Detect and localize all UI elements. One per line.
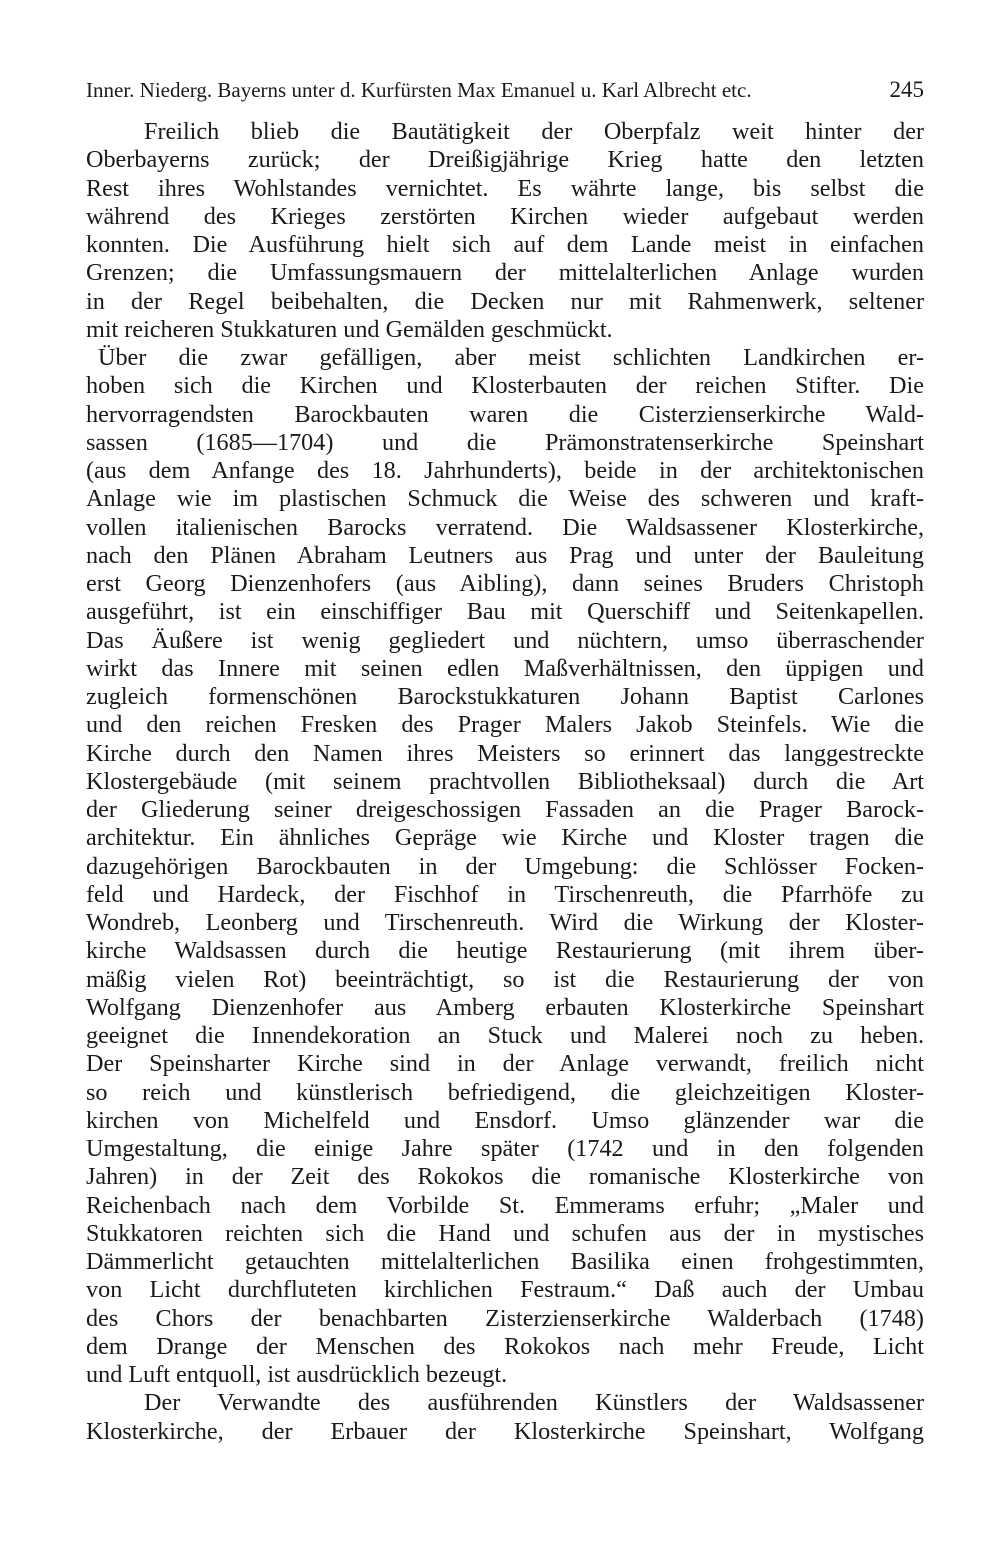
text-line: feld und Hardeck, der Fischhof in Tirschenreuth, die Pfarrhöfe zu xyxy=(86,880,924,908)
text-line: Wondreb, Leonberg und Tirschenreuth. Wird die Wirkung der Kloster- xyxy=(86,909,924,936)
text-line: Der Verwandte des ausführenden Künstlers der Waldsassener xyxy=(144,1389,924,1417)
text-line: Das Äußere ist wenig gegliedert und nüchtern, umso überraschender xyxy=(86,626,924,654)
text-line: des Chors der benachbarten Zisterzienserkirche Walderbach (1748) xyxy=(86,1304,924,1332)
text-line: und Luft entquoll, ist ausdrücklich bezeugt. xyxy=(86,1361,508,1388)
text-line: kirche Waldsassen durch die heutige Restaurierung (mit ihrem über- xyxy=(86,937,924,965)
text-line: Klosterkirche, der Erbauer der Klosterkirche Speinshart, Wolfgang xyxy=(86,1417,924,1445)
text-line: Reichenbach nach dem Vorbilde St. Emmerams erfuhr; „Maler und xyxy=(86,1191,924,1219)
text-line: Jahren) in der Zeit des Rokokos die romanische Klosterkirche von xyxy=(86,1163,924,1191)
text-line: der Gliederung seiner dreigeschossigen Fassaden an die Prager Barock- xyxy=(86,796,924,823)
text-line: von Licht durchfluteten kirchlichen Festraum.“ Daß auch der Umbau xyxy=(86,1276,924,1304)
paragraph-3 xyxy=(86,1389,924,1446)
text-line: Klostergebäude (mit seinem prachtvollen Bibliotheksaal) durch die Art xyxy=(86,767,924,795)
text-line: Umgestaltung, die einige Jahre später (1742 und in den folgenden xyxy=(86,1135,924,1162)
text-line: Der Speinsharter Kirche sind in der Anlage verwandt, freilich nicht xyxy=(86,1050,924,1078)
text-line: Oberbayerns zurück; der Dreißigjährige Krieg hatte den letzten xyxy=(86,146,924,174)
text-line: Freilich blieb die Bautätigkeit der Oberpfalz weit hinter der xyxy=(144,118,924,145)
text-line: Wolfgang Dienzenhofer aus Amberg erbauten Klosterkirche Speinshart xyxy=(86,993,924,1021)
text-line: Grenzen; die Umfassungsmauern der mittelalterlichen Anlage wurden xyxy=(86,259,924,287)
text-line: und den reichen Fresken des Prager Malers Jakob Steinfels. Wie die xyxy=(86,711,924,739)
text-line: ausgeführt, ist ein einschiffiger Bau mit Querschiff und Seitenkapellen. xyxy=(86,598,924,626)
body-text xyxy=(86,118,924,1446)
text-line: Rest ihres Wohlstandes vernichtet. Es währte lange, bis selbst die xyxy=(86,174,924,202)
text-line: kirchen von Michelfeld und Ensdorf. Umso glänzender war die xyxy=(86,1106,924,1134)
text-line: erst Georg Dienzenhofers (aus Aibling), dann seines Bruders Christoph xyxy=(86,570,924,597)
page-number: 245 xyxy=(889,77,924,102)
text-line: Dämmerlicht getauchten mittelalterlichen Basilika einen frohgestimmten, xyxy=(86,1248,924,1275)
text-line: wirkt das Innere mit seinen edlen Maßverhältnissen, den üppigen und xyxy=(86,654,924,682)
running-head xyxy=(86,70,924,110)
text-line: nach den Plänen Abraham Leutners aus Prag und unter der Bauleitung xyxy=(86,541,924,569)
text-line: vollen italienischen Barocks verratend. Die Waldsassener Klosterkirche, xyxy=(86,513,924,541)
text-line: zugleich formenschönen Barockstukkaturen Johann Baptist Carlones xyxy=(86,683,924,710)
running-title: Inner. Niederg. Bayerns unter d. Kurfürsten Max Emanuel u. Karl Albrecht etc. xyxy=(86,78,752,102)
text-line: konnten. Die Ausführung hielt sich auf dem Lande meist in einfachen xyxy=(86,231,924,258)
text-line: in der Regel beibehalten, die Decken nur mit Rahmenwerk, seltener xyxy=(86,287,924,315)
text-line: hoben sich die Kirchen und Klosterbauten der reichen Stifter. Die xyxy=(86,372,924,400)
text-line: dem Drange der Menschen des Rokokos nach mehr Freude, Licht xyxy=(86,1332,924,1360)
text-line: dazugehörigen Barockbauten in der Umgebung: die Schlösser Focken- xyxy=(86,852,924,880)
paragraph-1 xyxy=(86,118,924,344)
text-line: Stukkatoren reichten sich die Hand und schufen aus der in mystisches xyxy=(86,1219,924,1247)
text-line: mit reicheren Stukkaturen und Gemälden geschmückt. xyxy=(86,315,613,343)
text-line: Anlage wie im plastischen Schmuck die Weise des schweren und kraft- xyxy=(86,485,924,513)
text-line: so reich und künstlerisch befriedigend, die gleichzeitigen Kloster- xyxy=(86,1078,924,1106)
text-line: sassen (1685—1704) und die Prämonstratenserkirche Speinshart xyxy=(86,428,924,456)
text-line: geeignet die Innendekoration an Stuck und Malerei noch zu heben. xyxy=(86,1022,924,1049)
paragraph-2 xyxy=(86,344,924,1389)
book-page xyxy=(86,70,924,1446)
text-line: Über die zwar gefälligen, aber meist schlichten Landkirchen er- xyxy=(98,344,924,371)
text-line: mäßig vielen Rot) beeinträchtigt, so ist die Restaurierung der von xyxy=(86,965,924,993)
text-line: hervorragendsten Barockbauten waren die Cisterzienserkirche Wald- xyxy=(86,400,924,428)
text-line: während des Krieges zerstörten Kirchen wieder aufgebaut werden xyxy=(86,202,924,230)
text-line: (aus dem Anfange des 18. Jahrhunderts), beide in der architektonischen xyxy=(86,457,924,484)
text-line: architektur. Ein ähnliches Gepräge wie Kirche und Kloster tragen die xyxy=(86,824,924,852)
text-line: Kirche durch den Namen ihres Meisters so erinnert das langgestreckte xyxy=(86,739,924,767)
